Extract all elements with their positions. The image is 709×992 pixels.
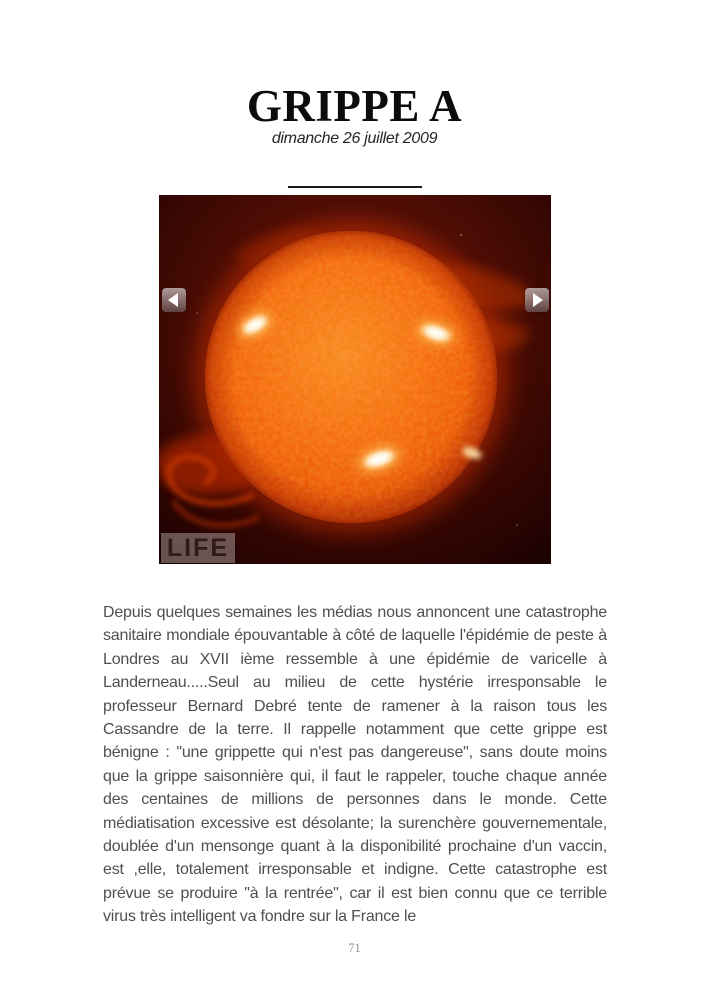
life-watermark: LIFE xyxy=(161,533,235,563)
article-body: Depuis quelques semaines les médias nous annoncent une catastrophe sanitaire mondiale épouvantable à côté de laquelle l'épidémie de peste à Londres au XVII ième ressemble à une épidémie de varicelle à Landerneau.....Seul au milieu de cette hystérie irresponsable le professeur Bernard Debré tente de ramener à la raison tous les Cassandre de la terre. Il rappelle notamment que cette grippe est bénigne : "une grippette qui n'est pas dangereuse", sans doute moins que la grippe saisonnière qui, il faut le rappeler, touche chaque année des centaines de millions de personnes dans le monde. Cette médiatisation excessive est désolante; la surenchère gouvernementale, doublée d'un mensonge quant à la disponibilité prochaine d'un vaccin, est ,elle, totalement irresponsable et indigne. Cette catastrophe est prévue se produire "à la rentrée", car il est bien connu que ce terrible virus très intelligent va fondre sur la France le xyxy=(103,604,607,926)
page-title: GRIPPE A xyxy=(246,81,463,131)
prev-icon xyxy=(168,293,178,307)
post-date: dimanche 26 juillet 2009 xyxy=(271,130,438,147)
prev-button[interactable] xyxy=(162,288,186,312)
divider-line xyxy=(288,186,422,188)
next-icon xyxy=(533,293,543,307)
page-number: 71 xyxy=(348,941,361,955)
sun-photo[interactable] xyxy=(159,195,551,564)
next-button[interactable] xyxy=(525,288,549,312)
sun-photo-graphic xyxy=(159,195,551,564)
